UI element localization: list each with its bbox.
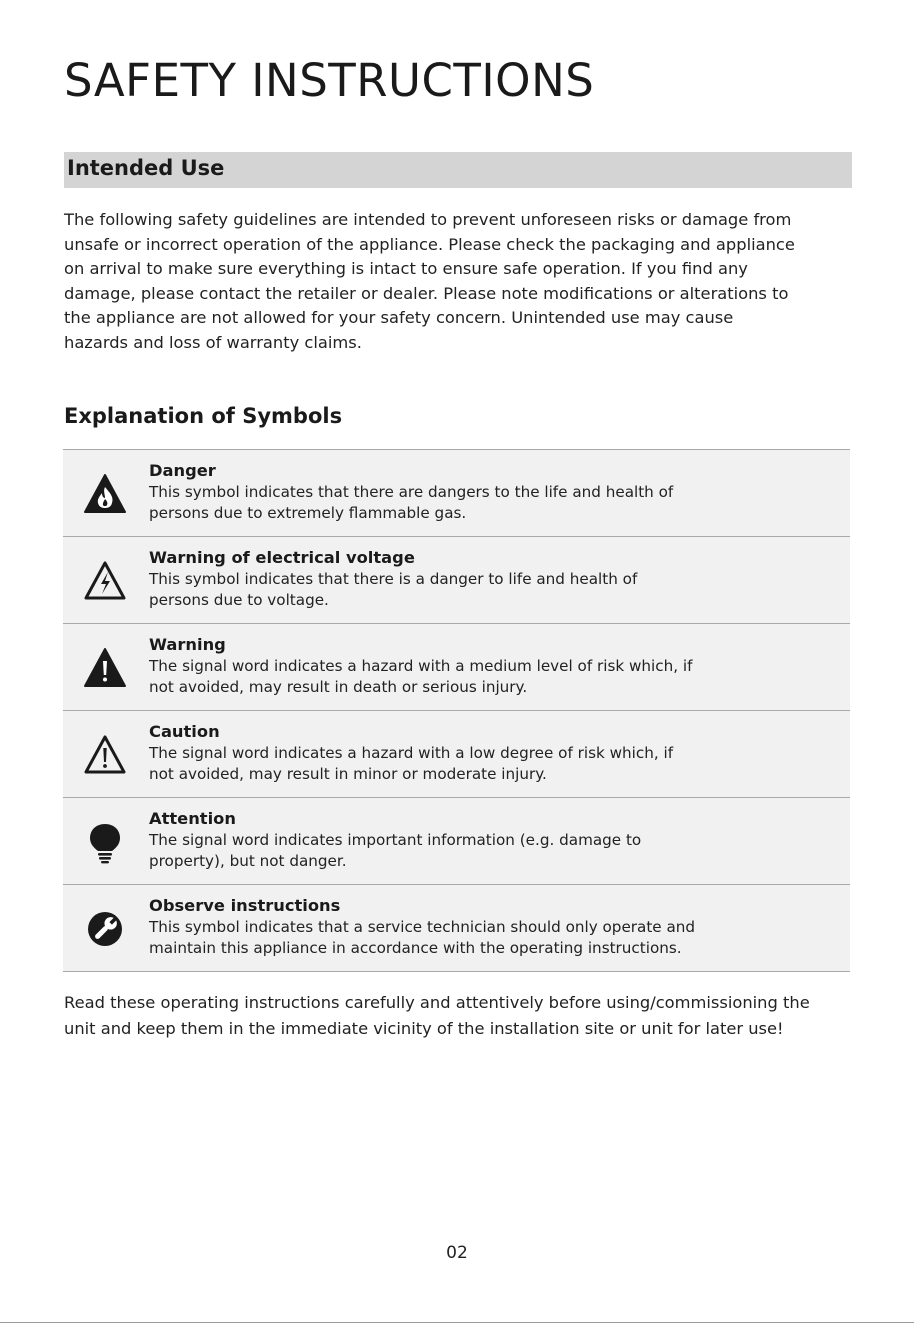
symbol-description <box>149 482 839 523</box>
symbol-description-line: The signal word indicates a hazard with a low degree of risk which, if <box>149 744 674 762</box>
symbol-description-line: property), but not danger. <box>149 851 347 870</box>
symbol-description <box>149 917 839 958</box>
closing-text <box>64 990 864 1041</box>
intended-use-line: The following safety guidelines are intended to prevent unforeseen risks or damage from <box>64 210 792 229</box>
page-title: SAFETY INSTRUCTIONS <box>64 54 595 107</box>
symbol-description <box>149 656 839 697</box>
intended-use-line: hazards and loss of warranty claims. <box>64 332 362 352</box>
symbol-title: Observe instructions <box>149 896 341 915</box>
lightbulb-icon <box>83 820 127 864</box>
intended-use-line: damage, please contact the retailer or dealer. Please note modifications or alterations to <box>64 283 789 303</box>
intended-use-header <box>64 152 852 188</box>
closing-line: Read these operating instructions carefully and attentively before using/commissioning the <box>64 993 810 1012</box>
symbol-title: Danger <box>149 461 216 480</box>
symbols-table <box>63 449 850 972</box>
electrical-voltage-icon <box>83 559 127 603</box>
closing-line: unit and keep them in the immediate vicinity of the installation site or unit for later use! <box>64 1018 784 1038</box>
symbols-heading: Explanation of Symbols <box>64 404 343 428</box>
symbol-description-line: not avoided, may result in death or serious injury. <box>149 677 528 696</box>
symbol-description-line: maintain this appliance in accordance with the operating instructions. <box>149 938 682 957</box>
symbol-description-line: This symbol indicates that there are dangers to the life and health of <box>149 483 674 501</box>
symbol-description-line: The signal word indicates important information (e.g. damage to <box>149 831 642 849</box>
symbol-description-line: This symbol indicates that there is a danger to life and health of <box>149 570 638 588</box>
intended-use-line: the appliance are not allowed for your safety concern. Unintended use may cause <box>64 308 734 328</box>
intended-use-line: unsafe or incorrect operation of the appliance. Please check the packaging and appliance <box>64 234 795 254</box>
symbol-row-observe-instructions <box>63 885 850 972</box>
intended-use-line: on arrival to make sure everything is intact to ensure safe operation. If you find any <box>64 259 748 279</box>
bottom-divider <box>0 1322 914 1323</box>
symbol-title: Warning of electrical voltage <box>149 548 415 567</box>
symbol-description-line: The signal word indicates a hazard with a medium level of risk which, if <box>149 657 693 675</box>
intended-use-heading: Intended Use <box>67 156 225 180</box>
symbol-description-line: persons due to extremely flammable gas. <box>149 503 467 522</box>
symbol-title: Caution <box>149 722 220 741</box>
page-number: 02 <box>446 1243 468 1263</box>
intended-use-text <box>64 208 864 356</box>
symbol-description-line: This symbol indicates that a service technician should only operate and <box>149 918 696 936</box>
symbol-description <box>149 569 839 610</box>
symbol-description <box>149 743 839 784</box>
symbol-row-warning <box>63 624 850 711</box>
flammable-warning-icon <box>83 472 127 516</box>
caution-outline-icon <box>83 733 127 777</box>
symbol-title: Attention <box>149 809 236 828</box>
symbol-row-electrical-voltage <box>63 537 850 624</box>
symbol-description-line: not avoided, may result in minor or moderate injury. <box>149 764 547 783</box>
symbol-row-caution <box>63 711 850 798</box>
symbol-row-attention <box>63 798 850 885</box>
symbol-description <box>149 830 839 871</box>
symbol-description-line: persons due to voltage. <box>149 590 329 609</box>
symbol-row-danger <box>63 450 850 537</box>
wrench-icon <box>83 907 127 951</box>
symbol-title: Warning <box>149 635 226 654</box>
warning-filled-icon <box>83 646 127 690</box>
